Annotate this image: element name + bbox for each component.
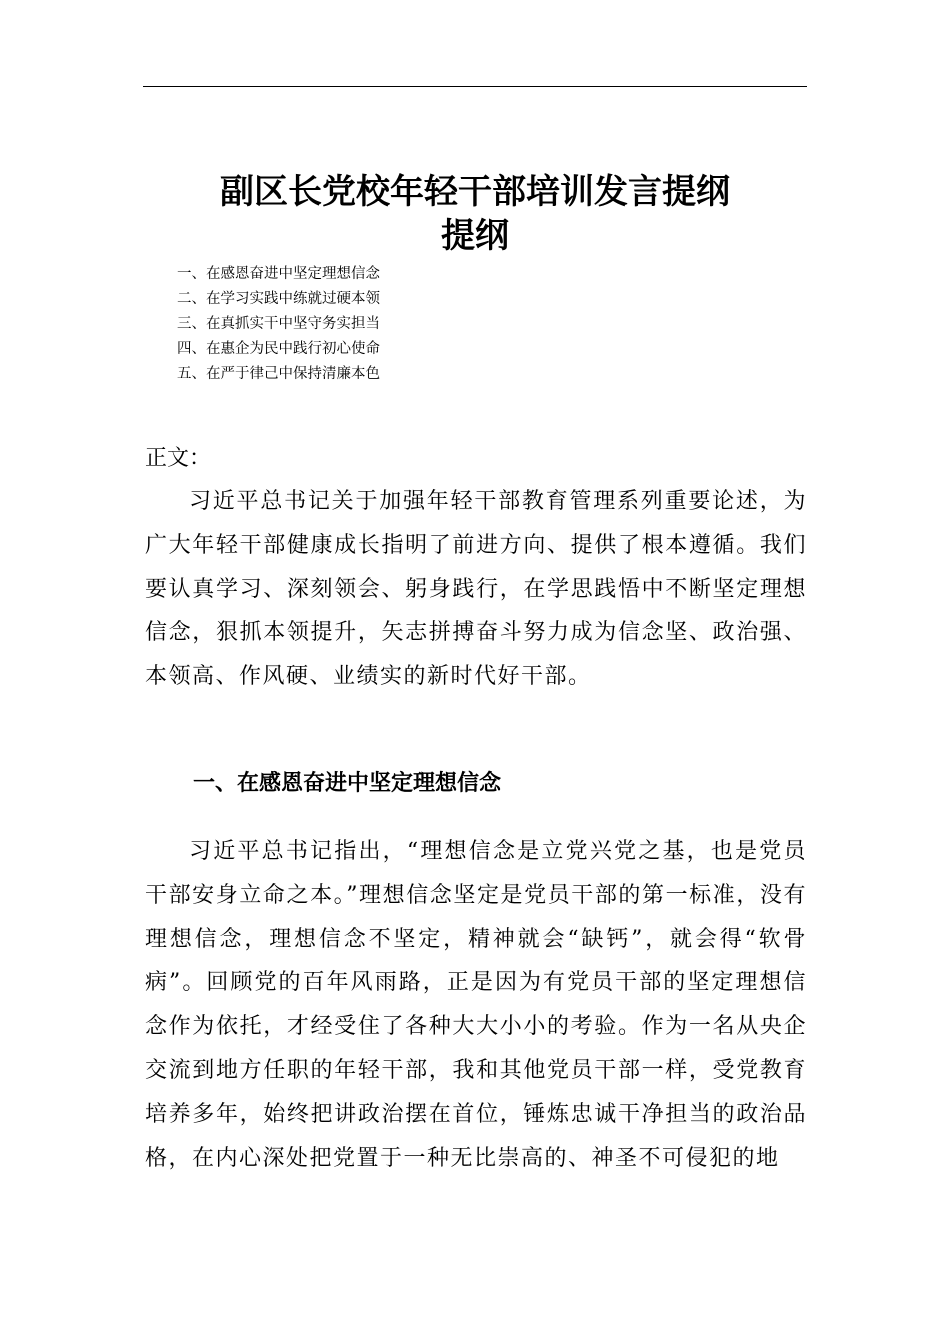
document-subtitle: 提纲 — [441, 216, 509, 256]
outline-item: 二、在学习实践中练就过硬本领 — [177, 291, 380, 307]
section-heading: 一、在感恩奋进中坚定理想信念 — [193, 771, 502, 796]
intro-paragraph: 习近平总书记关于加强年轻干部教育管理系列重要论述，为广大年轻干部健康成长指明了前进方向、提供了根本遵循。我们要认真学习、深刻领会、躬身践行，在学思践悟中不断坚定理想信念，狠抓本领提升，矢志拼搏奋斗努力成为信念坚、政治强、本领高、作风硬、业绩实的新时代好干部。 — [145, 489, 807, 690]
body-label: 正文： — [145, 446, 212, 471]
outline-item: 一、在感恩奋进中坚定理想信念 — [177, 266, 380, 282]
outline-item: 五、在严于律己中保持清廉本色 — [177, 366, 380, 382]
section-paragraph: 习近平总书记指出，“理想信念是立党兴党之基，也是党员干部安身立命之本。”理想信念坚定是党员干部的第一标准，没有理想信念，理想信念不坚定，精神就会“缺钙”，就会得“软骨病”。回顾党的百年风雨路，正是因为有党员干部的坚定理想信念作为依托，才经受住了各种大大小小的考验。作为一名从央企交流到地方任职的年轻干部，我和其他党员干部一样，受党教育培养多年，始终把讲政治摆在首位，锤炼忠诚干净担当的政治品格，在内心深处把党置于一种无比崇高的、神圣不可侵犯的地 — [145, 839, 807, 1171]
outline-item: 四、在惠企为民中践行初心使命 — [177, 341, 380, 357]
outline-list — [177, 262, 380, 387]
outline-item: 三、在真抓实干中坚守务实担当 — [177, 316, 380, 332]
document-title: 副区长党校年轻干部培训发言提纲 — [220, 172, 730, 212]
header-rule — [143, 86, 807, 87]
